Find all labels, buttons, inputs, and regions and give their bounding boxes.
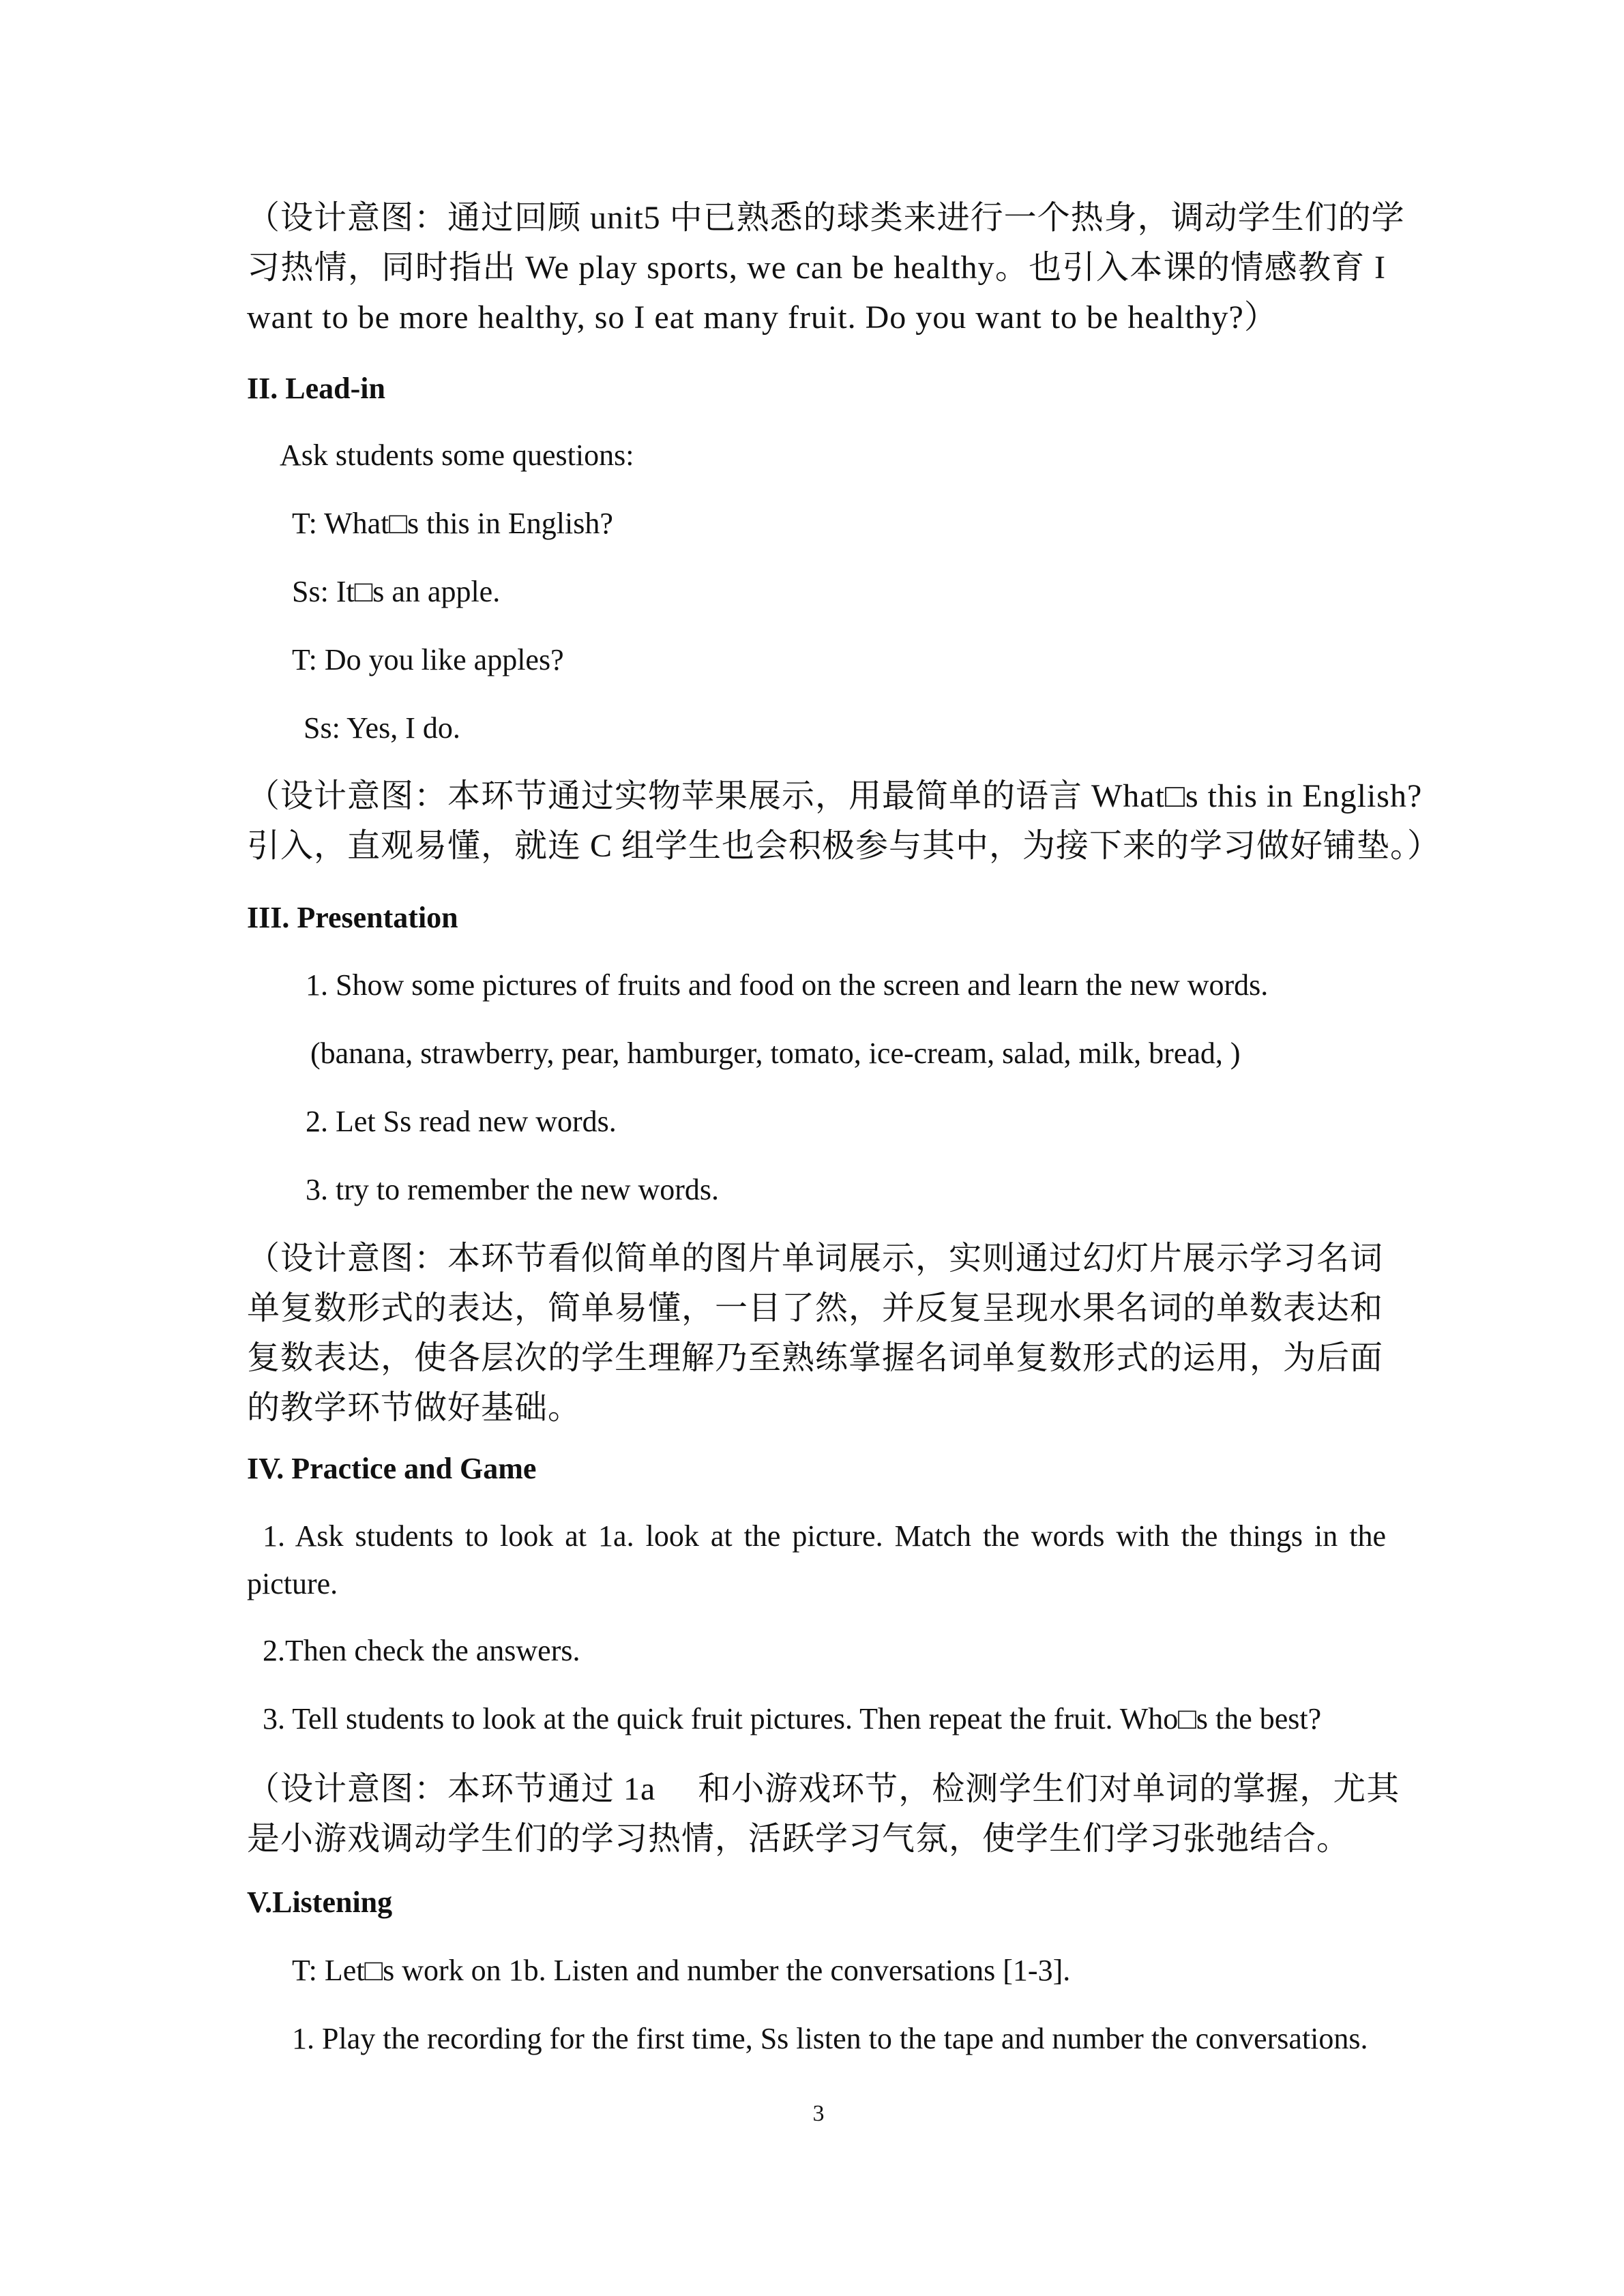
practice-heading: IV. Practice and Game [247,1452,537,1485]
lead-in-ask: Ask students some questions: [280,438,634,472]
dialogue-line-1: T: What□s this in English? [292,507,613,540]
practice-step-2: 2.Then check the answers. [263,1634,580,1667]
dialogue-line-4: Ss: Yes, I do. [304,711,460,745]
presentation-heading: III. Presentation [247,901,458,934]
intent1-line3: want to be more healthy, so I eat many fruit. Do you want to be healthy?） [247,299,1278,336]
presentation-word-list: (banana, strawberry, pear, hamburger, tomato, ice-cream, salad, milk, bread, ) [310,1037,1241,1070]
intent3-line3: 复数表达，使各层次的学生理解乃至熟练掌握名词单复数形式的运用，为后面 [247,1340,1384,1376]
listening-heading: V.Listening [247,1885,393,1919]
presentation-step-1: 1. Show some pictures of fruits and food on the screen and learn the new words. [306,968,1269,1002]
dialogue-line-2: Ss: It□s an apple. [292,575,501,608]
lead-in-heading: II. Lead-in [247,372,385,405]
dialogue-line-3: T: Do you like apples? [292,643,564,676]
presentation-step-2: 2. Let Ss read new words. [306,1105,617,1138]
intent3-line4: 的教学环节做好基础。 [247,1390,582,1426]
intent3-line1: （设计意图：本环节看似简单的图片单词展示，实则通过幻灯片展示学习名词 [247,1240,1384,1277]
intent1-line1: （设计意图：通过回顾 unit5 中已熟悉的球类来进行一个热身，调动学生们的学 [247,200,1405,236]
intent2-line1: （设计意图：本环节通过实物苹果展示，用最简单的语言 What□s this in English? [247,778,1423,814]
practice-step-1: 1. Ask students to look at 1a. look at the picture. Match the words with the things in the [263,1519,1386,1553]
intent4-line1: （设计意图：本环节通过 1a 和小游戏环节，检测学生们对单词的掌握，尤其 [247,1771,1400,1807]
listening-step-1: 1. Play the recording for the first time, Ss listen to the tape and number the conversations. [292,2022,1368,2055]
presentation-step-3: 3. try to remember the new words. [306,1173,720,1206]
intent2-line2: 引入，直观易懂，就连 C 组学生也会积极参与其中，为接下来的学习做好铺垫。） [247,828,1441,864]
intent3-line2: 单复数形式的表达，简单易懂，一目了然，并反复呈现水果名词的单数表达和 [247,1290,1384,1326]
practice-step-1-cont: picture. [247,1567,338,1600]
page-number: 3 [812,2101,825,2126]
intent1-line2: 习热情，同时指出 We play sports, we can be healthy。也引入本课的情感教育 I [247,250,1386,286]
intent4-line2: 是小游戏调动学生们的学习热情，活跃学习气氛，使学生们学习张弛结合。 [247,1821,1350,1857]
listening-instruction: T: Let□s work on 1b. Listen and number the conversations [1-3]. [292,1954,1071,1987]
practice-step-3: 3. Tell students to look at the quick fruit pictures. Then repeat the fruit. Who□s the best? [263,1702,1322,1735]
